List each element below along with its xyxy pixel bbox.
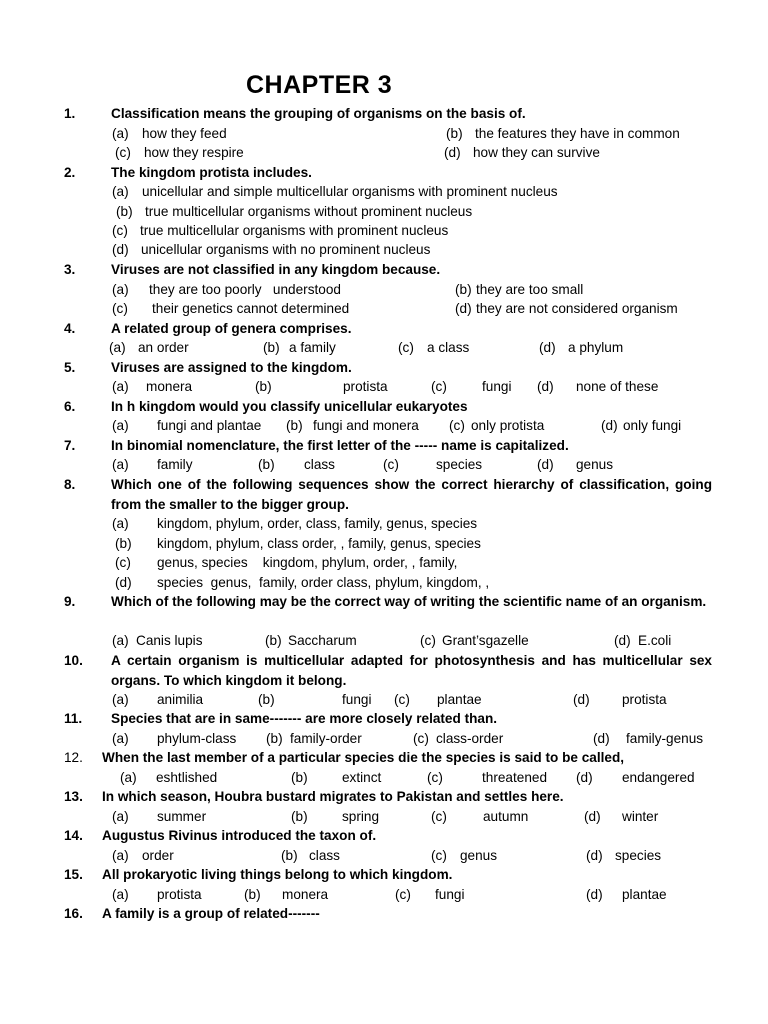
question-number: 13. — [64, 789, 83, 804]
question-text: A certain organism is multicellular adapted for photosynthesis and has multicellular sex organs. To which kingdom it belong. — [111, 653, 712, 688]
question-number: 7. — [64, 438, 76, 453]
question-text: Viruses are not classified in any kingdom because. — [111, 262, 441, 277]
question-text: Classification means the grouping of organisms on the basis of. — [111, 106, 526, 121]
question-number: 1. — [64, 106, 76, 121]
question-number: 3. — [64, 262, 76, 277]
question-text: Species that are in same------- are more closely related than. — [111, 711, 498, 726]
question-number: 5. — [64, 360, 76, 375]
question-text: Viruses are assigned to the kingdom. — [111, 360, 352, 375]
question-number: 2. — [64, 165, 76, 180]
question-number: 12. — [64, 750, 83, 765]
question-number: 11. — [64, 711, 83, 726]
question-number: 8. — [64, 477, 76, 492]
document-page: CHAPTER 3 1. Classification means the grouping of organisms on the basis of. (a) how they feed (b) the features they have in common (c) how they respire (d) how they can survive 2. The kingdom protista includes. (a) unicellular and simple multicellular organisms with prominent nucleus (b) true multicellular organisms without prominent nucleus (c) true multicellular organisms with prominent nucleus (d) unicellular organisms with no prominent nucleus 3. Viruses are not classified in any kingdom because. (a) they are too poorly understood (b) they are too small (c) their genetics cannot determined (d) they are not considered organism 4. A related group of genera comprises. (a) an order (b) a family (c) a class (d) a phylum 5. Viruses are assigned to the kingdom. (a) monera (b) protista (c) fungi (d) none of these 6. In h kingdom would you classify unicellular eukaryotes (a) fungi and plantae (b) fungi and monera (c) only protista (d) only fungi 7. In binomial nomenclature, the first letter of the ----- name is capitalized. (a) family (b) class (c) species (d) genus 8. Which one of the following sequences show the correct hierarchy of classification, going from the smaller to the bigger group. (a) kingdom, phylum, order, class, family, genus, species (b) kingdom, phylum, class order, , family, genus, species (c) genus, species kingdom, phylum, order, , family, (d) species genus, family, order class, phylum, kingdom, , 9. Which of the following may be the correct way of writing the scientific name of an organism. (a) Canis lupis (b) Saccharum (c) Grant’sgazelle (d) E.coli 10. A certain organism is multicellular adapted for photosynthesis and has multicellular sex organs. To which kingdom it belong. (a) animilia (b) fungi (c) plantae (d) protista 11. Species that are in same------- are more closely related than. (a) phylum-class (b) family-order (c) class-order (d) family-genus 12. When the last member of a particular species die the species is said to be called, (a) eshtlished (b) extinct (c) threatened (d) endangered 13. In which season, Houbra bustard migrates to Pakistan and settles here. (a) summer (b) spring (c) autumn (d) winter 14. Augustus Rivinus introduced the taxon of. (a) order (b) class (c) genus (d) species 15. All prokaryotic living things belong to which kingdom. (a) protista (b) monera (c) fungi (d) plantae 16. A family is a group of related------- — [0, 0, 768, 1024]
question-number: 10. — [64, 653, 83, 668]
question-text: In h kingdom would you classify unicellular eukaryotes — [111, 399, 468, 414]
question-number: 4. — [64, 321, 76, 336]
question-text: In which season, Houbra bustard migrates to Pakistan and settles here. — [102, 789, 564, 804]
question-text: The kingdom protista includes. — [111, 165, 312, 180]
question-number: 14. — [64, 828, 83, 843]
chapter-title: CHAPTER 3 — [246, 71, 393, 99]
question-text: A related group of genera comprises. — [111, 321, 352, 336]
question-number: 9. — [64, 594, 76, 609]
question-number: 15. — [64, 867, 83, 882]
question-text: Augustus Rivinus introduced the taxon of. — [102, 828, 377, 843]
question-text: Which one of the following sequences show the correct hierarchy of classification, going from the smaller to the bigger group. — [111, 477, 712, 512]
question-text: When the last member of a particular species die the species is said to be called, — [102, 750, 625, 765]
question-text: Which of the following may be the correct way of writing the scientific name of an organism. — [111, 594, 707, 609]
question-number: 16. — [64, 906, 83, 921]
question-number: 6. — [64, 399, 76, 414]
question-text: A family is a group of related------- — [102, 906, 320, 921]
question-text: All prokaryotic living things belong to which kingdom. — [102, 867, 453, 882]
question-text: In binomial nomenclature, the first letter of the ----- name is capitalized. — [111, 438, 569, 453]
